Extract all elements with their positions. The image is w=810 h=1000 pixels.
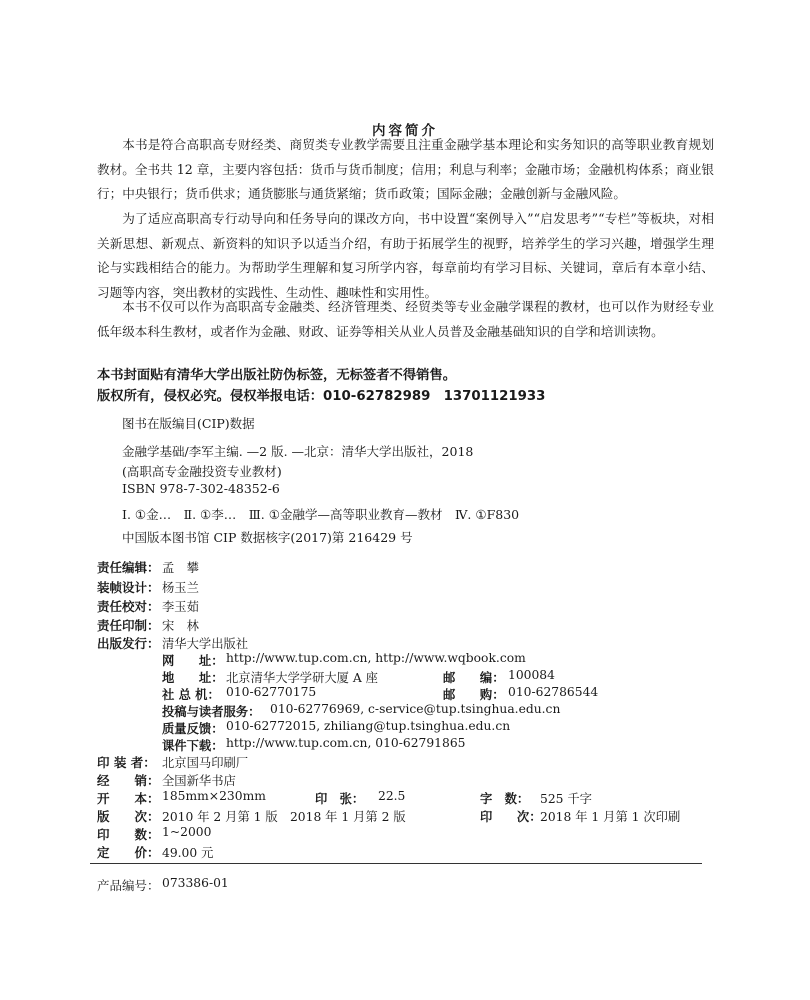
intro-paragraph-3: 本书不仅可以作为高职高专金融类、经济管理类、经贸类等专业金融学课程的教材，也可以作为财经专业低年级本科生教材，或者作为金融、财政、证券等相关从业人员普及金融基础知识的自学和培训读物。 [97,299,714,339]
cip-line-2: (高职高专金融投资专业教材) [122,464,282,479]
copies-label: 印 数： [97,827,160,842]
price-label: 定 价： [97,845,160,860]
printing-manager-value: 宋 林 [162,619,199,633]
mail-order-label: 邮 购： [443,688,505,702]
submission-label: 投稿与读者服务： [162,705,261,719]
distributor-value: 全国新华书店 [162,774,236,788]
cip-classification: Ⅰ. ①金… Ⅱ. ①李… Ⅲ. ①金融学—高等职业教育—教材 Ⅳ. ①F830 [122,507,520,522]
submission-value: 010-62776969, c-service@tup.tsinghua.edu.cn [270,702,561,716]
printing-manager-label: 责任印制： [97,618,160,633]
divider-line [90,863,702,864]
switchboard-value: 010-62770175 [226,685,317,699]
intro-paragraph-1: 本书是符合高职高专财经类、商贸类专业教学需要且注重金融学基本理论和实务知识的高等职业教育规划教材。全书共 12 章，主要内容包括：货币与货币制度；信用；利息与利率；金融市场；金融机构体系；商业银行；中央银行；货币供求；通货膨胀与通货紧缩；货币政策；国际金融；金融创新与金融风险。 [97,137,714,201]
price-value: 49.00 元 [162,846,214,860]
designer-value: 杨玉兰 [162,581,199,595]
copies-value: 1~2000 [162,825,212,839]
edition-value: 2010 年 2 月第 1 版 2018 年 1 月第 2 版 [162,810,406,824]
postcode-value: 100084 [508,668,555,682]
proofreader-label: 责任校对： [97,599,160,614]
editor-label: 责任编辑： [97,560,160,575]
mail-order-value: 010-62786544 [508,685,599,699]
anti-counterfeit-notice: 本书封面贴有清华大学出版社防伪标签，无标签者不得销售。 [97,368,457,383]
printer-value: 北京国马印刷厂 [162,756,249,770]
courseware-value: http://www.tup.com.cn, 010-62791865 [226,736,466,750]
switchboard-label: 社 总 机： [162,688,220,702]
product-code-label: 产品编号： [97,878,160,893]
designer-label: 装帧设计： [97,580,160,595]
website-label: 网 址： [162,654,224,668]
cip-record: 中国版本图书馆 CIP 数据核字(2017)第 216429 号 [122,530,413,545]
printer-label: 印 装 者： [97,755,156,770]
sheets-label: 印 张： [315,792,365,806]
publisher-label: 出版发行： [97,636,160,651]
format-value: 185mm×230mm [162,789,266,803]
quality-feedback-value: 010-62772015, zhiliang@tup.tsinghua.edu.cn [226,719,511,733]
edition-label: 版 次： [97,809,160,824]
distributor-label: 经 销： [97,773,160,788]
proofreader-value: 李玉茹 [162,600,199,614]
format-label: 开 本： [97,791,160,806]
address-value: 北京清华大学学研大厦 A 座 [226,671,378,685]
courseware-label: 课件下载： [162,739,224,753]
copyright-notice: 版权所有，侵权必究。侵权举报电话：010-62782989 13701121933 [97,389,546,404]
words-label: 字 数： [480,792,530,806]
editor-value: 孟 攀 [162,561,199,575]
intro-title: 内容简介 [372,123,438,139]
impression-value: 2018 年 1 月第 1 次印刷 [540,810,681,824]
cip-isbn: ISBN 978-7-302-48352-6 [122,481,280,496]
address-label: 地 址： [162,671,224,685]
postcode-label: 邮 编： [443,671,505,685]
product-code-value: 073386-01 [162,876,229,890]
quality-feedback-label: 质量反馈： [162,722,224,736]
cip-heading: 图书在版编目(CIP)数据 [122,416,255,431]
impression-label: 印 次： [480,810,542,824]
cip-line-1: 金融学基础/李军主编. —2 版. —北京：清华大学出版社，2018 [122,444,474,459]
intro-paragraph-2: 为了适应高职高专行动导向和任务导向的课改方向，书中设置“案例导入”“启发思考”“专栏”等板块，对相关新思想、新观点、新资料的知识予以适当介绍，有助于拓展学生的视野，培养学生的学习兴趣，增强学生理论与实践相结合的能力。为帮助学生理解和复习所学内容，每章前均有学习目标、关键词，章后有本章小结、习题等内容，突出教材的实践性、生动性、趣味性和实用性。 [97,211,714,300]
sheets-value: 22.5 [378,789,406,803]
website-value: http://www.tup.com.cn, http://www.wqbook.com [226,651,526,665]
words-value: 525 千字 [540,792,592,806]
publisher-value: 清华大学出版社 [162,637,249,651]
